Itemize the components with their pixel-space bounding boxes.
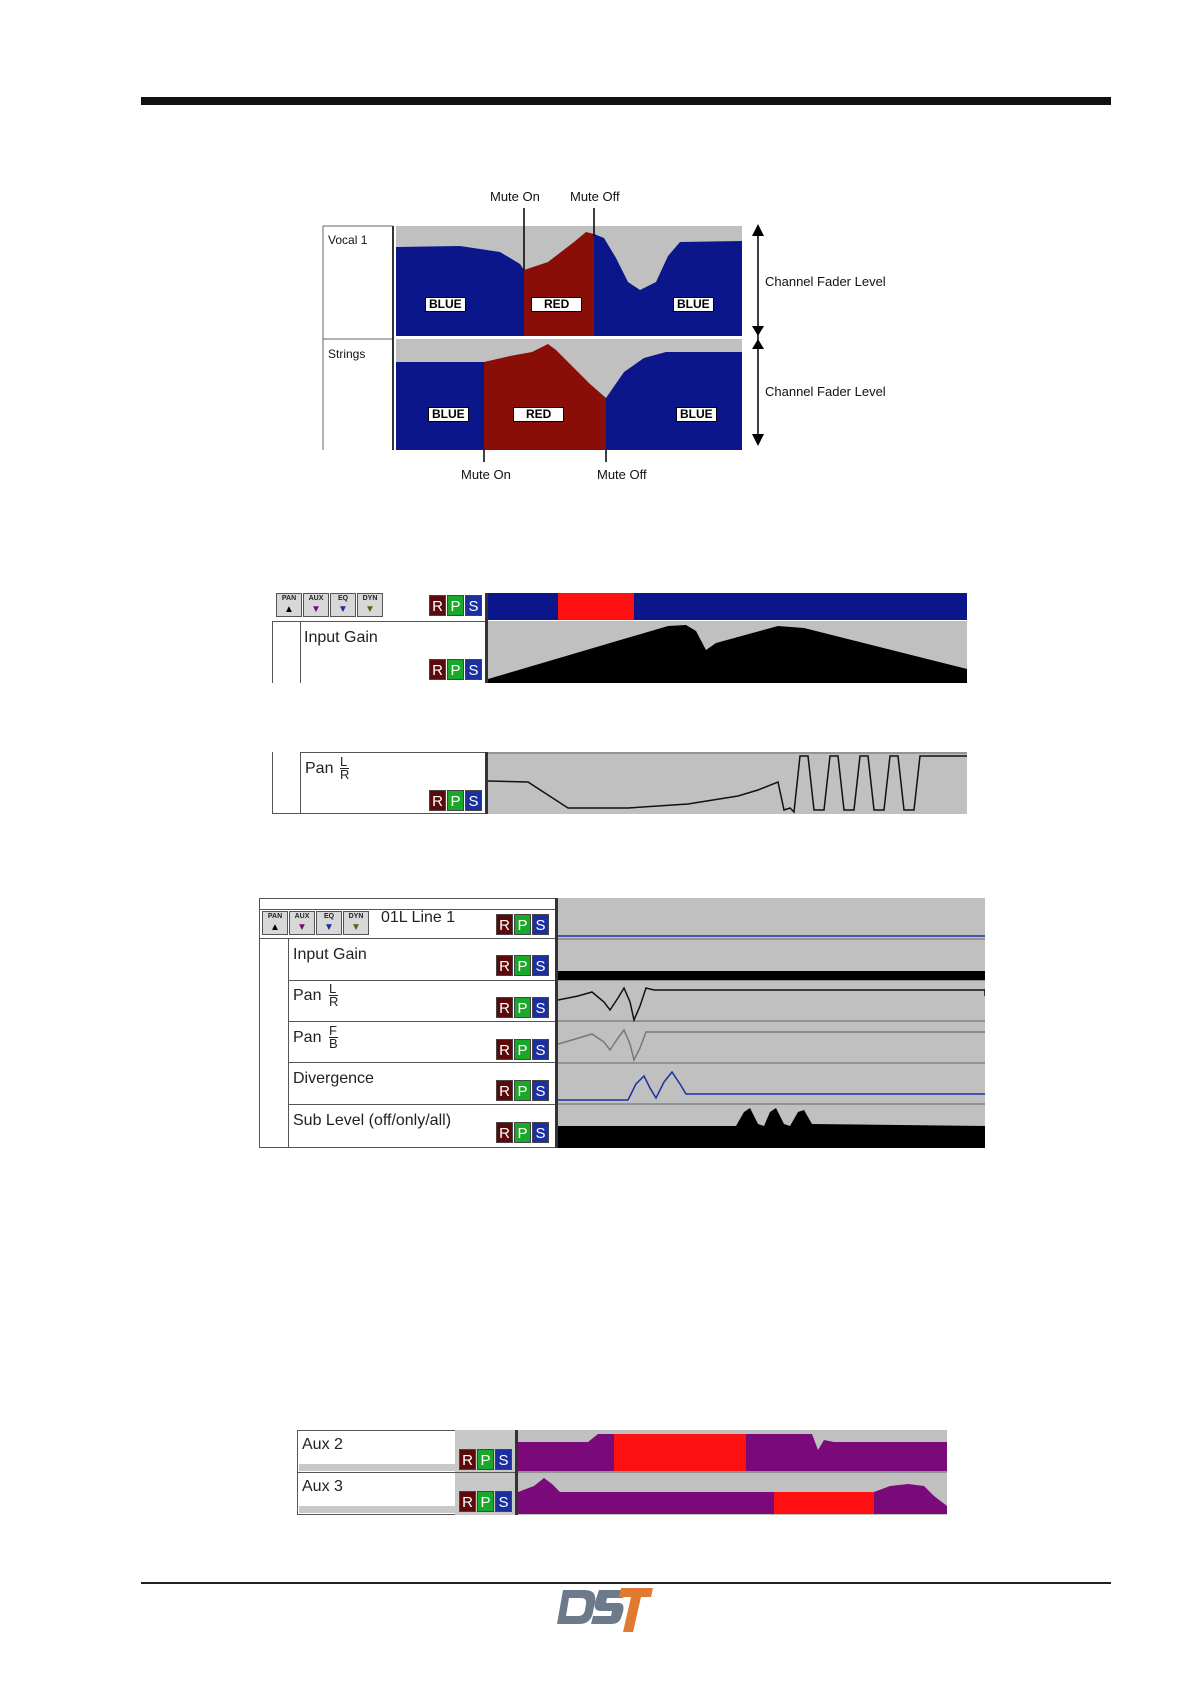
- p-button[interactable]: P: [514, 997, 531, 1018]
- s-button[interactable]: S: [465, 595, 482, 616]
- pan-lane: [488, 752, 967, 814]
- dyn-tab[interactable]: DYN ▼: [357, 593, 383, 617]
- t2-blue-left-label: BLUE: [428, 407, 469, 422]
- rps-buttons-header: [429, 595, 482, 616]
- rps-buttons-pan-lr: [496, 997, 549, 1018]
- p-button[interactable]: P: [447, 595, 464, 616]
- pan-f-letter: F: [329, 1023, 337, 1038]
- r-button[interactable]: R: [496, 1122, 513, 1143]
- fader-level-label-1: Channel Fader Level: [765, 274, 886, 289]
- figure-input-gain: [272, 593, 967, 683]
- pan-r-letter: R: [329, 994, 339, 1009]
- pan-lr-label: Pan: [293, 987, 322, 1004]
- row-shade: [299, 1506, 455, 1513]
- s-button[interactable]: S: [532, 955, 549, 976]
- r-button[interactable]: R: [429, 659, 446, 680]
- row-border: [297, 1472, 515, 1473]
- figure-pan: [272, 752, 967, 814]
- p-button[interactable]: P: [477, 1491, 494, 1512]
- r-button[interactable]: R: [496, 997, 513, 1018]
- track-name-vocal: Vocal 1: [328, 233, 368, 247]
- aux-tab[interactable]: AUX ▼: [289, 911, 315, 935]
- t2-blue-right-label: BLUE: [676, 407, 717, 422]
- r-button[interactable]: R: [496, 1080, 513, 1101]
- mute-diagram-graphic: [0, 0, 1190, 500]
- p-button[interactable]: P: [447, 790, 464, 811]
- r-button[interactable]: R: [496, 914, 513, 935]
- mute-off-label-bottom: Mute Off: [597, 467, 647, 482]
- s-button[interactable]: S: [495, 1491, 512, 1512]
- figure-channel-detail: [259, 898, 985, 1148]
- row-shade: [299, 1464, 455, 1471]
- t1-blue-right-label: BLUE: [673, 297, 714, 312]
- pan-l-letter: L: [340, 754, 348, 769]
- pan-l-letter: L: [329, 981, 337, 996]
- pan-fb-label: Pan: [293, 1029, 322, 1046]
- t1-blue-left-label: BLUE: [425, 297, 466, 312]
- p-button[interactable]: P: [447, 659, 464, 680]
- row-border: [259, 938, 555, 939]
- dst-logo: [555, 1584, 655, 1634]
- p-button[interactable]: P: [514, 1039, 531, 1060]
- s-button[interactable]: S: [532, 1080, 549, 1101]
- mute-on-label-top: Mute On: [490, 189, 540, 204]
- row-top-border: [272, 621, 485, 622]
- rps-buttons-pan: [429, 790, 482, 811]
- rps-buttons-input-gain: [429, 659, 482, 680]
- s-button[interactable]: S: [465, 659, 482, 680]
- pan-lr-indicator: [340, 756, 349, 781]
- input-gain-lanes: [488, 593, 967, 683]
- s-button[interactable]: S: [532, 1039, 549, 1060]
- channel-name: 01L Line 1: [381, 909, 456, 926]
- aux-tab[interactable]: AUX ▼: [303, 593, 329, 617]
- r-button[interactable]: R: [459, 1449, 476, 1470]
- sub-level-label: Sub Level (off/only/all): [293, 1112, 452, 1129]
- r-button[interactable]: R: [496, 1039, 513, 1060]
- row-border: [288, 1062, 555, 1063]
- rps-buttons-sub-level: [496, 1122, 549, 1143]
- rps-buttons-input-gain: [496, 955, 549, 976]
- rps-buttons-aux3: [459, 1491, 512, 1512]
- mute-on-label-bottom: Mute On: [461, 467, 511, 482]
- dyn-tab[interactable]: DYN ▼: [343, 911, 369, 935]
- r-button[interactable]: R: [429, 790, 446, 811]
- mute-off-label-top: Mute Off: [570, 189, 620, 204]
- t2-red-label: RED: [513, 407, 564, 422]
- s-button[interactable]: S: [465, 790, 482, 811]
- row-left-border: [272, 621, 273, 683]
- rps-buttons-aux2: [459, 1449, 512, 1470]
- input-gain-label: Input Gain: [304, 629, 378, 646]
- pan-tab[interactable]: PAN ▲: [276, 593, 302, 617]
- pan-r-letter: R: [340, 767, 350, 782]
- p-button[interactable]: P: [514, 914, 531, 935]
- input-gain-label: Input Gain: [293, 946, 367, 963]
- row-indent-border: [288, 939, 289, 1148]
- row-bottom-border: [272, 813, 485, 814]
- row-border: [288, 1021, 555, 1022]
- row-indent-border: [300, 752, 301, 814]
- track-name-strings: Strings: [328, 347, 366, 361]
- eq-tab[interactable]: EQ ▼: [316, 911, 342, 935]
- pan-tab[interactable]: PAN ▲: [262, 911, 288, 935]
- figure-aux-sends: [297, 1430, 947, 1515]
- rps-buttons-pan-fb: [496, 1039, 549, 1060]
- aux2-label: Aux 2: [302, 1436, 343, 1453]
- rps-buttons-channel: [496, 914, 549, 935]
- pan-b-letter: B: [329, 1036, 338, 1051]
- pan-label: Pan: [305, 760, 334, 777]
- p-button[interactable]: P: [514, 1122, 531, 1143]
- p-button[interactable]: P: [477, 1449, 494, 1470]
- pan-lr-indicator: [329, 983, 338, 1008]
- p-button[interactable]: P: [514, 955, 531, 976]
- divergence-label: Divergence: [293, 1070, 374, 1087]
- s-button[interactable]: S: [532, 914, 549, 935]
- aux3-label: Aux 3: [302, 1478, 343, 1495]
- fader-level-label-2: Channel Fader Level: [765, 384, 886, 399]
- r-button[interactable]: R: [459, 1491, 476, 1512]
- p-button[interactable]: P: [514, 1080, 531, 1101]
- figure-mute-diagram: [0, 0, 1190, 500]
- channel-automation-lanes: [558, 898, 985, 1148]
- rps-buttons-divergence: [496, 1080, 549, 1101]
- s-button[interactable]: S: [532, 1122, 549, 1143]
- row-left-border: [272, 752, 273, 814]
- row-top-border: [300, 752, 485, 753]
- s-button[interactable]: S: [495, 1449, 512, 1470]
- s-button[interactable]: S: [532, 997, 549, 1018]
- aux-lanes: [518, 1430, 947, 1515]
- r-button[interactable]: R: [429, 595, 446, 616]
- r-button[interactable]: R: [496, 955, 513, 976]
- t1-red-label: RED: [531, 297, 582, 312]
- eq-tab[interactable]: EQ ▼: [330, 593, 356, 617]
- row-indent-border: [300, 621, 301, 683]
- row-border: [288, 1104, 555, 1105]
- pan-fb-indicator: [329, 1025, 338, 1050]
